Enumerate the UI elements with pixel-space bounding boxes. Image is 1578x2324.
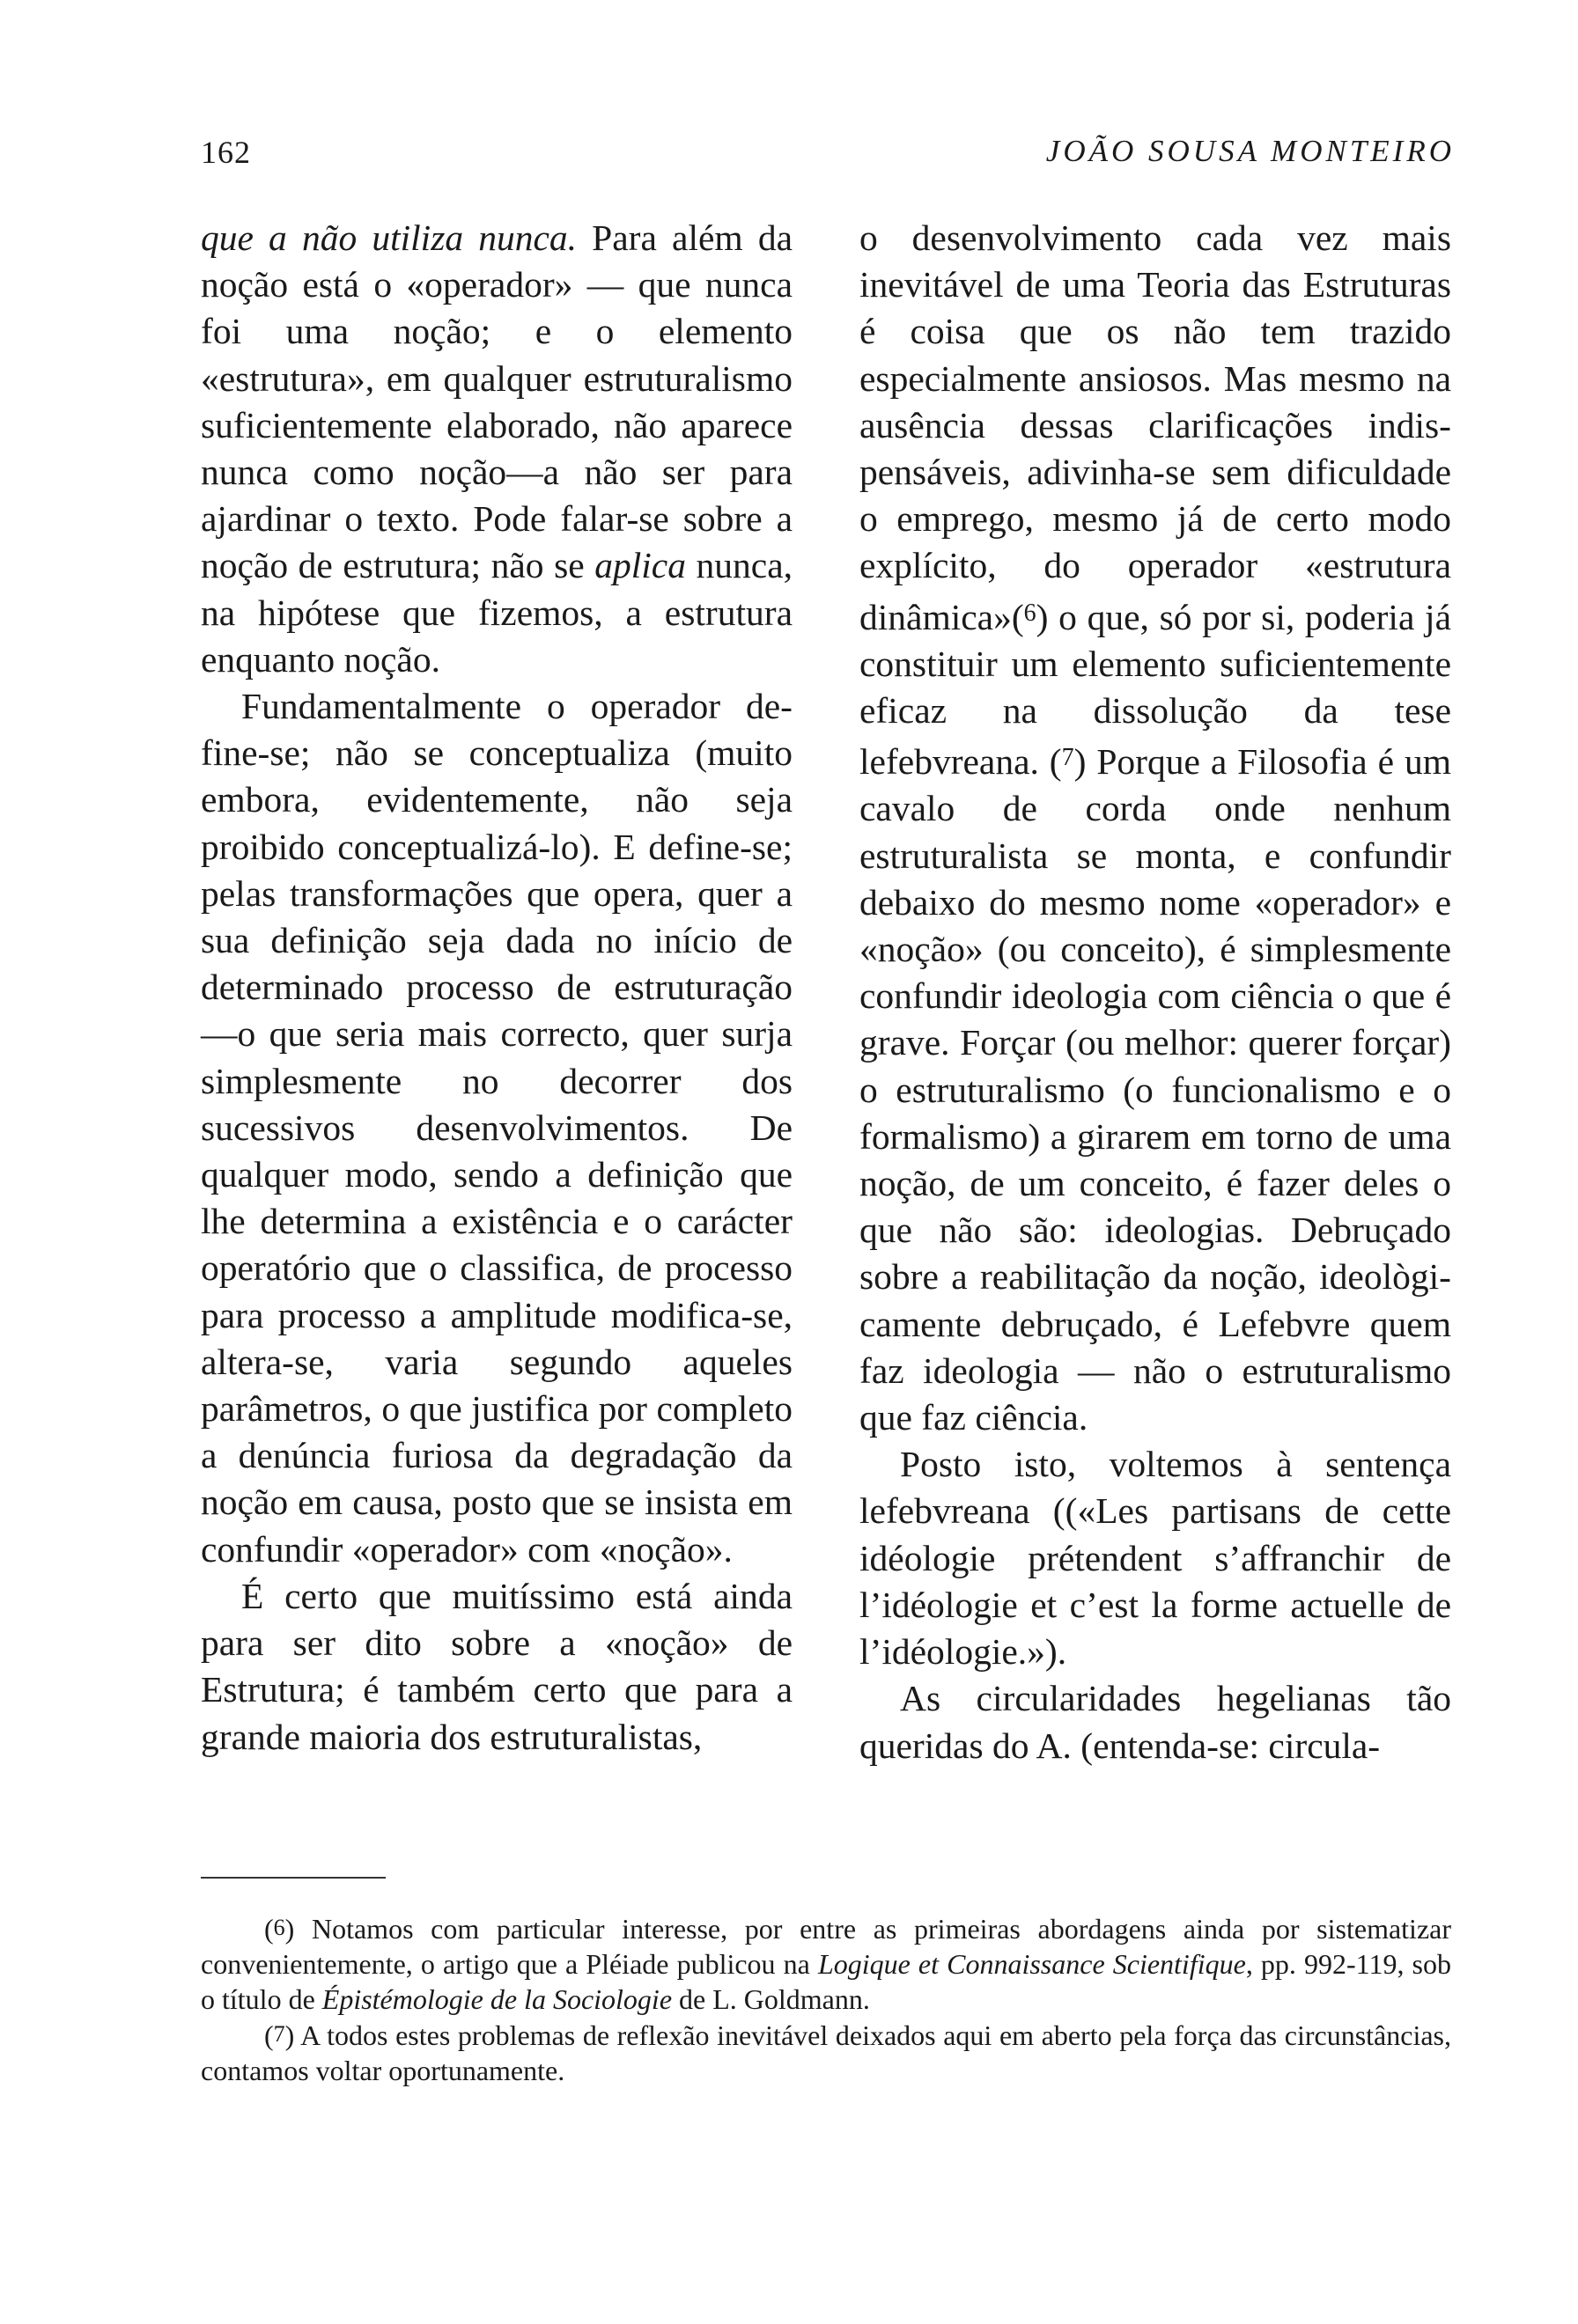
right-column: [859, 215, 1451, 1769]
italic-phrase: que a não utiliza nunca.: [201, 217, 578, 258]
paragraph: As circularidades hegelianas tão queridas do A. (entenda-se: circula-: [859, 1678, 1451, 1766]
running-head: JOÃO SOUSA MONTEIRO: [1045, 134, 1455, 168]
text-run: ) o que, só por si, poderia já constituir um elemento suficientemente eficaz na dissolução da tese lefebvreana. (: [859, 596, 1451, 783]
text-run: A todos estes problemas de reflexão inevitável deixados aqui em aberto pela força das circunstâncias, contamos voltar oportunamente.: [201, 2019, 1451, 2086]
page-number: 162: [201, 135, 251, 170]
footnotes: [201, 1910, 1451, 2088]
footnote-number: 6: [273, 1915, 285, 1940]
paragraph: Posto isto, voltemos à sentença lefebvreana ((«Les partisans de cette idéologie prétendent s’affranchir de l’idéologie et c’est la forme actuelle de l’idéologie.»).: [859, 1444, 1451, 1673]
text-run: de L. Goldmann.: [672, 1983, 870, 2015]
footnote-separator: [201, 1877, 386, 1879]
paragraph: É certo que muitíssimo está ainda para ser dito sobre a «noção» de Estrutura; é também certo que para a grande maioria dos estruturalistas,: [201, 1575, 793, 1757]
paragraph: Fundamentalmente o operador define-se; não se conceptualiza (muito embora, evidentemente, não seja proibido conceptualizá-lo). E define-se; pelas transformações que opera, quer a sua definição seja dada no início de determinado processo de estruturação —o que seria mais correcto, quer surja simplesmente no decorrer dos sucessivos desenvolvimentos. De qualquer modo, sendo a definição que lhe determina a existência e o carácter operatório que o classifica, de processo para processo a amplitude modifica-se, altera-se, varia segundo aqueles parâmetros, o que justifica por completo a denúncia furiosa da degradação da noção em causa, posto que se insista em confundir «operador» com «noção».: [201, 686, 793, 1570]
left-column: [201, 215, 793, 1761]
text-run: , pp. 992-119, sob o título de: [201, 1948, 1452, 2015]
text-run: o desenvolvimento cada vez mais inevitável de uma Teoria das Estruturas é coisa que os não tem trazido especialmente ansiosos. Mas mesmo na ausência dessas clarificações indispensáveis, adivinha-se sem dificuldade o emprego, mesmo já de certo modo explícito, do operador «estrutura dinâmica»(: [859, 217, 1451, 637]
footnote-reference: 6: [1023, 599, 1036, 627]
italic-title: Épistémologie de la Sociologie: [321, 1983, 673, 2015]
footnote: (6) Notamos com particular interesse, por entre as primeiras abordagens ainda por sistematizar convenientemente, o artigo que a Pléiade publicou na Logique et Connaissance Scientifique, pp. 992-119, sob o título de Épistémologie de la Sociologie de L. Goldmann.: [201, 1913, 1452, 2015]
text-run: Notamos com particular interesse, por entre as primeiras abordagens ainda por sistematizar convenientemente, o artigo que a Pléiade publicou na: [201, 1913, 1451, 1980]
footnote-reference: 7: [1061, 744, 1074, 772]
italic-title: Logique et Connaissance Scientifique: [817, 1948, 1246, 1980]
paragraph: [201, 215, 793, 683]
footnote-number: 7: [273, 2021, 285, 2047]
footnote: (7) A todos estes problemas de reflexão inevitável deixados aqui em aberto pela força das circunstâncias, contamos voltar oportunamente.: [201, 2019, 1451, 2086]
text-run: ) Porque a Filosofia é um cavalo de corda onde nenhum estruturalista se monta, e confundir debaixo do mesmo nome «operador» e «noção» (ou conceito), é simplesmente confundir ideologia com ciência o que é grave. Forçar (ou melhor: querer forçar) o estruturalismo (o funcionalismo e o formalismo) a girarem em torno de uma noção, de um conceito, é fazer deles o que não são: ideologias. Debruçado sobre a reabilitação da noção, ideològicamente debruçado, é Lefebvre quem faz ideologia — não o estruturalismo que faz ciência.: [859, 741, 1451, 1438]
italic-word: aplica: [594, 545, 686, 586]
text-run: Para além da noção está o «operador» — que nunca foi uma noção; e o elemento «estrutura», em qualquer estruturalismo suficientemente elaborado, não aparece nunca como noção—a não ser para ajardinar o texto. Pode falar-se sobre a noção de estrutura; não se: [201, 217, 793, 586]
paragraph: [859, 215, 1451, 1441]
text-run: nunca, na hipótese que fizemos, a estrutura enquanto noção.: [201, 545, 793, 680]
